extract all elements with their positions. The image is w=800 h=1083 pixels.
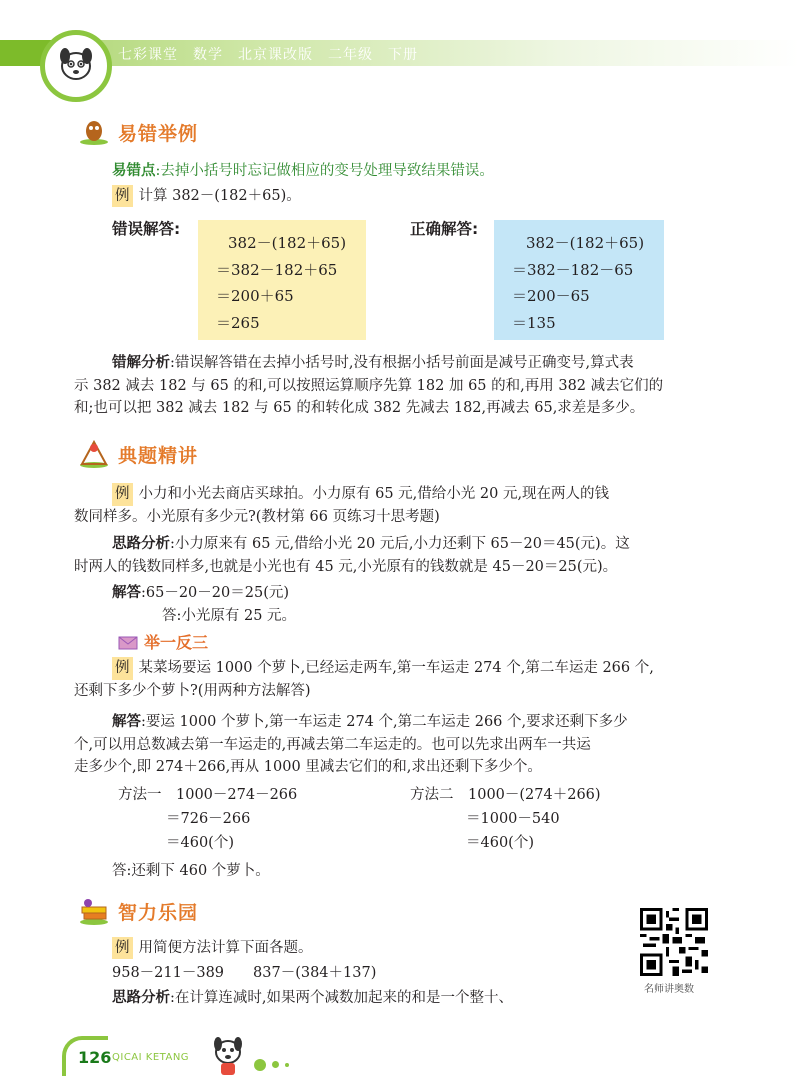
subheading-practice: 举一反三	[118, 630, 208, 653]
example-tag: 例	[112, 185, 133, 207]
example-line: 例 计算 382－(182＋65)。	[112, 185, 301, 207]
right-answer-label: 正确解答:	[410, 220, 479, 238]
think-analysis: 思路分析:小力原来有 65 元,借给小光 20 元后,小力还剩下 65－20＝45(元)。这 时两人的钱数同样多,也就是小光也有 45 元,小光原有的钱数就是 45－20＝25(元)。	[74, 536, 630, 575]
example-problem: 例 小力和小光去商店买球拍。小力原有 65 元,借给小光 20 元,现在两人的钱 数同样多。小光原有多少元?(教材第 66 页练习十思考题)	[74, 483, 694, 528]
mascot-icon	[78, 118, 110, 146]
envelope-icon	[118, 634, 138, 650]
method-two-expression: 方法二 1000－(274＋266)	[410, 787, 601, 803]
practice-answer: 解答:要运 1000 个萝卜,第一车运走 274 个,第二车运走 266 个,要求还剩下多少 个,可以用总数减去第一车运走的,再减去第二车运走的。也可以先求出两车一共运 走多少个,即 274＋266,再从 1000 里减去它们的和,求出还剩下多少个。	[74, 714, 628, 775]
puzzle-analysis: 思路分析:在计算连减时,如果两个减数加起来的和是一个整十、	[112, 990, 513, 1006]
decorative-dots	[254, 1054, 295, 1073]
method-two-step: ＝1000－540	[466, 811, 560, 827]
section-heading-puzzle	[78, 897, 198, 925]
error-point: 易错点:去掉小括号时忘记做相应的变号处理导致结果错误。	[112, 163, 494, 179]
method-one-result: ＝460(个)	[166, 835, 234, 851]
dog-mascot-icon	[56, 44, 96, 84]
tower-icon	[78, 440, 110, 468]
answer-conclusion: 答:小光原有 25 元。	[162, 608, 297, 624]
method-one-expression: 方法一 1000－274－266	[118, 787, 298, 803]
puzzle-example: 例 用简便方法计算下面各题。	[112, 937, 313, 959]
method-one-step: ＝726－266	[166, 811, 251, 827]
method-two-result: ＝460(个)	[466, 835, 534, 851]
right-answer-box: 382－(182＋65) ＝382－182－65 ＝200－65 ＝135	[494, 220, 664, 340]
wrong-answer-label: 错误解答:	[112, 220, 181, 238]
qr-code-icon[interactable]	[640, 908, 708, 976]
section-heading-mistakes	[78, 118, 198, 146]
wrong-answer-box: 382－(182＋65) ＝382－182＋65 ＝200＋65 ＝265	[198, 220, 366, 340]
header-title: 七彩课堂 数学 北京课改版 二年级 下册	[118, 47, 418, 63]
practice-problem: 例 某菜场要运 1000 个萝卜,已经运走两车,第一车运走 274 个,第二车运走 266 个, 还剩下多少个萝卜?(用两种方法解答)	[74, 657, 694, 702]
page-number: 126	[78, 1048, 112, 1067]
books-icon	[78, 897, 110, 925]
answer-line: 解答:65－20－20＝25(元)	[112, 585, 290, 601]
section-heading-examples	[78, 440, 198, 468]
dog-mascot-icon	[208, 1034, 248, 1078]
section-title: 典题精讲	[118, 444, 199, 467]
section-title: 易错举例	[118, 122, 199, 145]
final-answer: 答:还剩下 460 个萝卜。	[112, 863, 270, 879]
error-analysis: 错解分析:错误解答错在去掉小括号时,没有根据小括号前面是减号正确变号,算式表 示 382 减去 182 与 65 的和,可以按照运算顺序先算 182 加 65 的和,再用 382 减去它们的 和;也可以把 382 减去 182 与 65 的和转化成 382 先减去 182,再减去 65,求差是多少。	[74, 355, 664, 416]
brand-name: QICAI KETANG	[112, 1052, 190, 1063]
section-title: 智力乐园	[118, 901, 199, 924]
qr-caption: 名师讲奥数	[644, 984, 694, 995]
puzzle-problems: 958－211－389 837－(384＋137)	[112, 965, 377, 981]
